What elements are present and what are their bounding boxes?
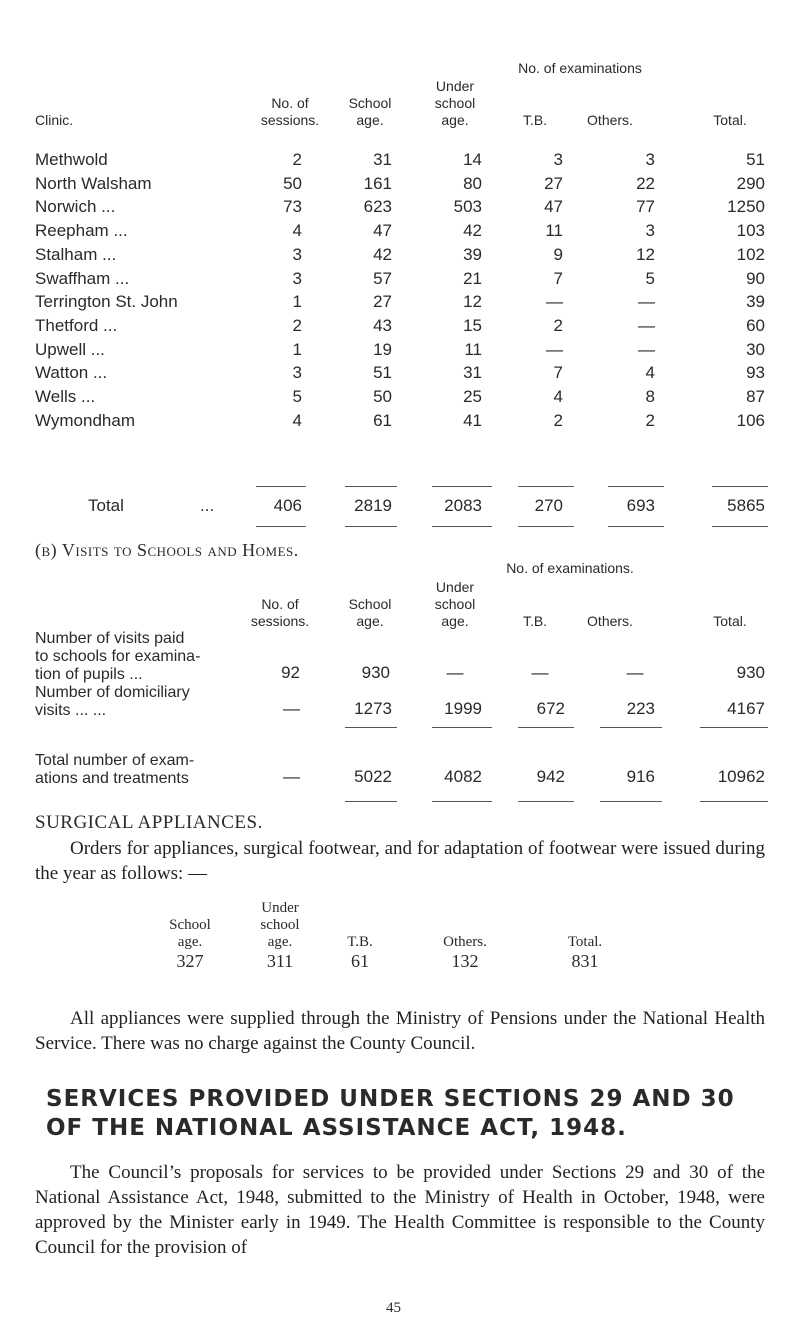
- clinic-school-cell: 42: [373, 244, 392, 264]
- visits-row2-tb: 672: [536, 699, 565, 718]
- clinic-school-cell: 51: [373, 363, 392, 383]
- under-total-rule: [432, 526, 492, 527]
- visits-tb-bottom-rule: [518, 801, 574, 802]
- total-column-header: Total.: [713, 112, 747, 128]
- visits-row-domiciliary-label: Number of domiciliary visits ... ...: [35, 684, 190, 719]
- visits-sessions-header: No. of sessions.: [250, 596, 310, 629]
- visits-row3-sessions: —: [283, 767, 300, 786]
- visits-heading: (b) Visits to Schools and Homes.: [35, 540, 299, 560]
- clinic-name: Stalham ...: [35, 244, 117, 264]
- visits-others-header: Others.: [587, 613, 633, 629]
- total-tb-cell: 270: [534, 496, 563, 515]
- total-others-cell: 693: [626, 496, 655, 515]
- school-total-rule: [345, 526, 397, 527]
- clinic-sessions-cell: 73: [283, 197, 302, 217]
- visits-others-bottom-rule: [600, 801, 662, 802]
- clinic-others-cell: —: [638, 315, 655, 335]
- clinic-sessions-cell: 2: [292, 315, 302, 335]
- visits-total-header: Total.: [713, 613, 747, 629]
- examinations-group-header: No. of examinations: [518, 60, 642, 76]
- clinic-tb-cell: 2: [553, 315, 563, 335]
- visits-row1-sessions: 92: [281, 663, 300, 682]
- visits-under-rule: [432, 727, 492, 728]
- tb-column-header: T.B.: [522, 112, 548, 128]
- clinic-school-cell: 61: [373, 410, 392, 430]
- visits-others-rule: [600, 727, 662, 728]
- clinic-name: Upwell ...: [35, 339, 105, 359]
- clinic-name: Wymondham: [35, 410, 135, 430]
- clinic-name: Reepham ...: [35, 221, 128, 241]
- page-number: 45: [386, 1300, 401, 1316]
- clinic-name: Watton ...: [35, 363, 108, 383]
- visits-row-total-label: Total number of exam- ations and treatments: [35, 752, 195, 787]
- clinic-others-cell: 3: [645, 150, 655, 169]
- total-total-cell: 5865: [727, 496, 765, 515]
- clinic-tb-cell: —: [546, 339, 563, 359]
- clinic-under-cell: 14: [463, 150, 482, 169]
- visits-row1-under: —: [446, 663, 464, 682]
- total-school-cell: 2819: [354, 496, 392, 515]
- clinic-name: Wells ...: [35, 387, 96, 406]
- clinic-tb-cell: 3: [553, 150, 563, 169]
- total-subtotal-rule: [712, 486, 768, 487]
- clinic-others-cell: 77: [636, 197, 655, 217]
- visits-tb-rule: [518, 727, 574, 728]
- clinic-others-cell: —: [638, 339, 655, 359]
- clinic-sessions-cell: 4: [292, 221, 302, 241]
- clinic-total-cell: 39: [746, 292, 765, 312]
- clinic-sessions-cell: 3: [292, 268, 302, 288]
- visits-row1-others: —: [626, 663, 644, 682]
- visits-row3-tb: 942: [536, 767, 565, 786]
- services-heading-line2: OF THE NATIONAL ASSISTANCE ACT, 1948.: [46, 1115, 627, 1141]
- under-school-age-column-header: Under school age.: [434, 78, 476, 128]
- visits-school-bottom-rule: [345, 801, 397, 802]
- visits-school-rule: [345, 727, 397, 728]
- clinic-name: Norwich ...: [35, 197, 116, 217]
- surgical-intro: Orders for appliances, surgical footwear, and for adaptation of footwear were issued during the year as follows: —: [35, 838, 765, 884]
- visits-row2-total: 4167: [727, 699, 765, 718]
- appliances-tb-value: 61: [351, 951, 369, 971]
- clinic-name: North Walsham: [35, 173, 152, 193]
- clinic-tb-cell: —: [546, 292, 563, 312]
- visits-under-school-age-header: Under school age.: [434, 579, 476, 629]
- clinic-total-cell: 103: [736, 221, 765, 241]
- clinic-total-cell: 51: [746, 150, 765, 169]
- clinic-total-cell: 30: [746, 339, 765, 359]
- visits-row-school-label: Number of visits paid to schools for examina- tion of pupils ...: [35, 630, 201, 683]
- clinic-school-cell: 19: [373, 339, 392, 359]
- total-under-cell: 2083: [444, 496, 482, 515]
- clinic-under-cell: 42: [463, 221, 482, 241]
- visits-row2-sessions: —: [283, 699, 300, 718]
- clinic-tb-cell: 4: [553, 387, 563, 406]
- total-label: Total: [88, 496, 124, 515]
- visits-under-bottom-rule: [432, 801, 492, 802]
- clinic-school-cell: 27: [373, 292, 392, 312]
- appliances-school-header: School age.: [169, 917, 211, 950]
- appliances-under-header: Under school age.: [260, 900, 300, 950]
- tb-total-rule: [518, 526, 574, 527]
- clinic-others-cell: 4: [645, 363, 655, 383]
- clinic-total-cell: 60: [746, 315, 765, 335]
- total-total-rule: [712, 526, 768, 527]
- clinic-sessions-cell: 5: [292, 387, 302, 406]
- clinic-others-cell: 12: [636, 244, 655, 264]
- clinic-sessions-cell: 3: [292, 244, 302, 264]
- clinic-school-cell: 43: [373, 315, 392, 335]
- appliances-school-value: 327: [176, 951, 204, 971]
- school-subtotal-rule: [345, 486, 397, 487]
- clinic-school-cell: 161: [363, 173, 392, 193]
- clinic-total-cell: 106: [736, 410, 765, 430]
- clinic-total-cell: 90: [746, 268, 765, 288]
- appliances-under-value: 311: [266, 951, 294, 971]
- clinic-under-cell: 503: [453, 197, 482, 217]
- clinic-others-cell: 5: [645, 268, 655, 288]
- clinic-tb-cell: 7: [553, 363, 563, 383]
- clinic-tb-cell: 9: [553, 244, 563, 264]
- clinic-tb-cell: 2: [553, 410, 563, 430]
- clinic-under-cell: 25: [463, 387, 482, 406]
- visits-row1-school: 930: [361, 663, 390, 682]
- tb-subtotal-rule: [518, 486, 574, 487]
- visits-row3-others: 916: [626, 767, 655, 786]
- clinic-total-cell: 1250: [727, 197, 765, 217]
- clinic-column-header: Clinic.: [35, 112, 74, 128]
- sessions-total-rule: [256, 526, 306, 527]
- others-column-header: Others.: [587, 112, 633, 128]
- clinic-total-cell: 93: [746, 363, 765, 383]
- clinic-others-cell: 8: [645, 387, 655, 406]
- visits-total-rule: [700, 727, 768, 728]
- total-label-dots: ...: [200, 496, 215, 515]
- clinic-school-cell: 623: [363, 197, 392, 217]
- visits-examinations-group-header: No. of examinations.: [506, 560, 634, 576]
- clinic-under-cell: 15: [463, 315, 482, 335]
- clinic-under-cell: 80: [463, 173, 482, 193]
- visits-row1-total: 930: [736, 663, 765, 682]
- clinic-under-cell: 39: [463, 244, 482, 264]
- clinic-school-cell: 47: [373, 221, 392, 241]
- clinic-name: Methwold: [35, 150, 108, 169]
- clinic-total-cell: 102: [736, 244, 765, 264]
- appliances-others-value: 132: [451, 951, 479, 971]
- total-sessions-cell: 406: [273, 496, 302, 515]
- clinic-others-cell: 22: [636, 173, 655, 193]
- others-subtotal-rule: [608, 486, 664, 487]
- clinic-tb-cell: 7: [553, 268, 563, 288]
- visits-row2-school: 1273: [354, 699, 392, 718]
- clinic-school-cell: 50: [373, 387, 392, 406]
- clinic-others-cell: 3: [645, 221, 655, 241]
- clinic-sessions-cell: 3: [292, 363, 302, 383]
- clinic-sessions-cell: 1: [292, 292, 302, 312]
- visits-row1-tb: —: [531, 663, 549, 682]
- visits-row3-school: 5022: [354, 767, 392, 786]
- services-paragraph: The Council’s proposals for services to be provided under Sections 29 and 30 of the National Assistance Act, 1948, submitted to the Ministry of Health in October, 1948, were approved by the Minister early in 1949. The Health Committee is responsible to the County Council for the provision of: [35, 1162, 765, 1258]
- clinic-under-cell: 41: [463, 410, 482, 430]
- clinic-sessions-cell: 50: [283, 173, 302, 193]
- appliances-tb-header: T.B.: [347, 934, 373, 950]
- services-heading-line1: SERVICES PROVIDED UNDER SECTIONS 29 AND 30: [46, 1086, 735, 1112]
- school-age-column-header: School age.: [348, 95, 392, 128]
- appliances-note: All appliances were supplied through the Ministry of Pensions under the National Health Service. There was no charge against the County Council.: [35, 1008, 765, 1054]
- clinic-under-cell: 31: [463, 363, 482, 383]
- clinic-sessions-cell: 2: [292, 150, 302, 169]
- clinic-under-cell: 21: [463, 268, 482, 288]
- clinic-total-cell: 87: [746, 387, 765, 406]
- clinic-school-cell: 57: [373, 268, 392, 288]
- clinic-tb-cell: 27: [544, 173, 563, 193]
- clinic-name: Thetford ...: [35, 315, 118, 335]
- clinic-sessions-cell: 1: [292, 339, 302, 359]
- visits-row3-total: 10962: [717, 767, 765, 786]
- others-total-rule: [608, 526, 664, 527]
- visits-row3-under: 4082: [444, 767, 482, 786]
- clinic-under-cell: 11: [464, 339, 482, 359]
- visits-tb-header: T.B.: [522, 613, 548, 629]
- under-subtotal-rule: [432, 486, 492, 487]
- clinic-under-cell: 12: [463, 292, 482, 312]
- clinic-total-cell: 290: [736, 173, 765, 193]
- visits-school-age-header: School age.: [348, 596, 392, 629]
- clinic-name: Swaffham ...: [35, 268, 130, 288]
- appliances-total-value: 831: [571, 951, 599, 971]
- visits-row2-under: 1999: [444, 699, 482, 718]
- clinic-others-cell: 2: [645, 410, 655, 430]
- sessions-subtotal-rule: [256, 486, 306, 487]
- appliances-others-header: Others.: [443, 934, 487, 950]
- appliances-total-header: Total.: [567, 934, 603, 950]
- clinic-tb-cell: 47: [544, 197, 563, 217]
- visits-total-bottom-rule: [700, 801, 768, 802]
- clinic-tb-cell: 11: [545, 221, 563, 241]
- clinic-others-cell: —: [638, 292, 655, 312]
- clinic-sessions-cell: 4: [292, 410, 302, 430]
- sessions-column-header: No. of sessions.: [260, 95, 320, 128]
- visits-row2-others: 223: [626, 699, 655, 718]
- surgical-heading: SURGICAL APPLIANCES.: [35, 812, 263, 833]
- clinic-name: Terrington St. John: [35, 292, 178, 312]
- clinic-school-cell: 31: [373, 150, 392, 169]
